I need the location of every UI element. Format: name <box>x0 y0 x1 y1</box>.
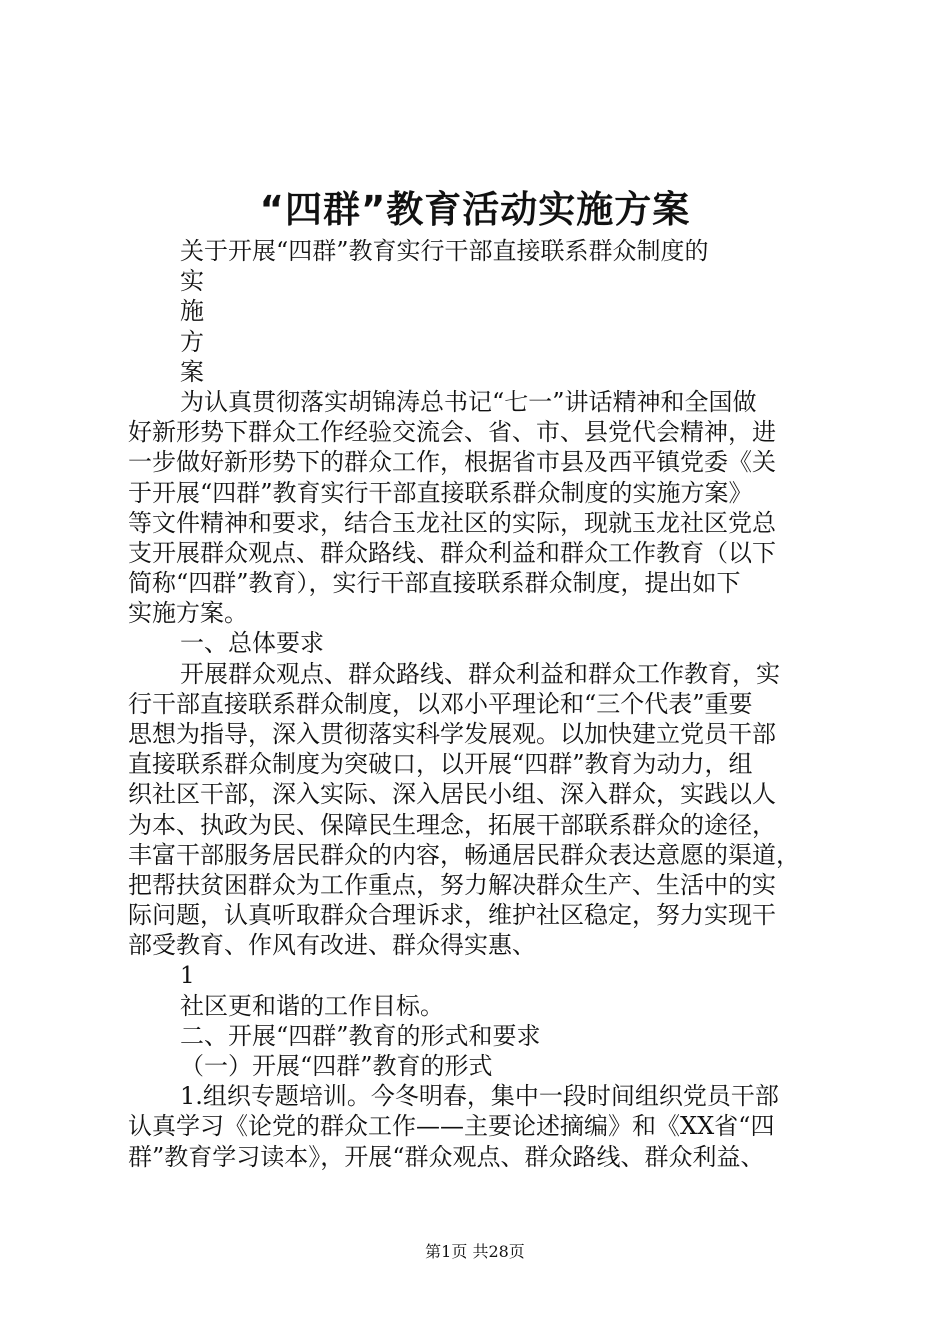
paragraph-line: 际问题，认真听取群众合理诉求，维护社区稳定，努力实现干 <box>128 901 776 930</box>
paragraph-line: 思想为指导，深入贯彻落实科学发展观。以加快建立党员干部 <box>128 720 776 748</box>
page-footer: 第1页 共28页 <box>425 1242 525 1261</box>
paragraph-line: 部受教育、作风有改进、群众得实惠、 <box>128 931 536 960</box>
paragraph-line: 认真学习《论党的群众工作——主要论述摘编》和《XX省“四 <box>128 1112 775 1141</box>
paragraph-line: 为认真贯彻落实胡锦涛总书记“七一”讲话精神和全国做 <box>180 387 757 416</box>
paragraph-line: 丰富干部服务居民群众的内容，畅通居民群众表达意愿的渠道， <box>128 840 800 869</box>
subtitle-vertical-char: 案 <box>180 357 204 386</box>
paragraph-line: 简称“四群”教育），实行干部直接联系群众制度，提出如下 <box>128 569 741 598</box>
paragraph-line: 支开展群众观点、群众路线、群众利益和群众工作教育（以下 <box>128 538 776 567</box>
subtitle-vertical-char: 实 <box>180 267 204 296</box>
paragraph-line: 1.组织专题培训。今冬明春，集中一段时间组织党员干部 <box>180 1082 779 1111</box>
paragraph-line: 织社区干部，深入实际、深入居民小组、深入群众，实践以人 <box>128 780 776 809</box>
document-title: “四群”教育活动实施方案 <box>259 188 691 231</box>
section-heading: 二、开展“四群”教育的形式和要求 <box>180 1021 541 1050</box>
document-body <box>128 236 834 1172</box>
subtitle-vertical-char: 施 <box>180 297 204 326</box>
paragraph-line: 群”教育学习读本》，开展“群众观点、群众路线、群众利益、 <box>128 1142 765 1171</box>
inline-page-number: 1 <box>180 962 195 989</box>
paragraph-line: 为本、执政为民、保障民生理念，拓展干部联系群众的途径， <box>128 810 776 839</box>
paragraph-line: 等文件精神和要求，结合玉龙社区的实际，现就玉龙社区党总 <box>128 508 776 537</box>
paragraph-line: 社区更和谐的工作目标。 <box>180 991 444 1020</box>
subsection-heading: （一）开展“四群”教育的形式 <box>180 1052 493 1081</box>
paragraph-line: 把帮扶贫困群众为工作重点，努力解决群众生产、生活中的实 <box>128 870 776 899</box>
paragraph-line: 于开展“四群”教育实行干部直接联系群众制度的实施方案》 <box>128 478 753 507</box>
paragraph-line: 一步做好新形势下的群众工作，根据省市县及西平镇党委《关 <box>128 448 776 477</box>
subtitle-vertical-char: 方 <box>180 327 204 356</box>
section-heading: 一、总体要求 <box>180 629 324 658</box>
paragraph-line: 好新形势下群众工作经验交流会、省、市、县党代会精神，进 <box>128 418 776 447</box>
paragraph-line: 实施方案。 <box>128 599 248 628</box>
paragraph-line: 行干部直接联系群众制度，以邓小平理论和“三个代表”重要 <box>128 689 753 718</box>
subtitle-line: 关于开展“四群”教育实行干部直接联系群众制度的 <box>180 237 709 265</box>
paragraph-line: 直接联系群众制度为突破口，以开展“四群”教育为动力，组 <box>128 750 753 779</box>
paragraph-line: 开展群众观点、群众路线、群众利益和群众工作教育，实 <box>180 659 780 688</box>
